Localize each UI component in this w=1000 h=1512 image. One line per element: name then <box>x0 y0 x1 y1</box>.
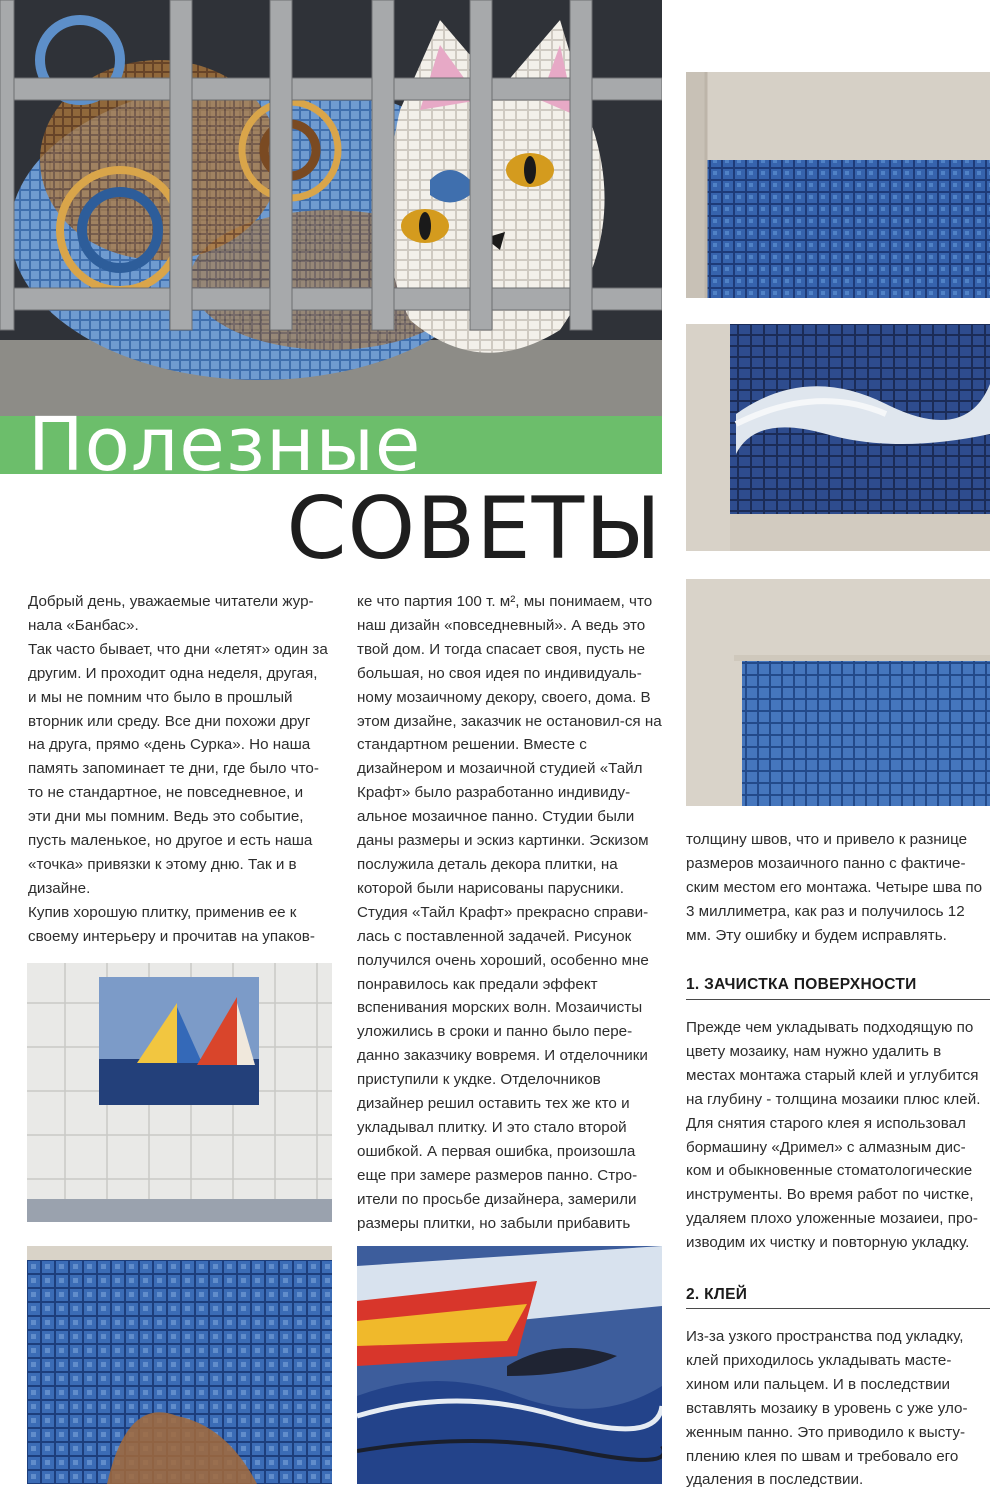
hero-photo-mosaic-cat <box>0 0 662 416</box>
article-column-3-intro <box>686 828 986 948</box>
photo-mosaic-sail-detail <box>357 1246 662 1484</box>
photo-mosaic-pixel-detail <box>27 1246 332 1484</box>
title-line-2: СОВЕТЫ <box>286 479 662 579</box>
body-paragraph: Из-за узкого пространства под укладку, клей приходилось укладывать масте-хином или пальцем. И в последствии вставлять мозаику в уровень с уже уло-женным панно. Это приводило к высту-плению клея по швам и требовало его удаления в последствии. <box>686 1328 968 1489</box>
section-1-rule <box>686 999 990 1000</box>
article-column-1 <box>28 590 328 949</box>
body-paragraph: Прежде чем укладывать подходящую по цвету мозаику, нам нужно удалить в местах монтажа старый клей и углубится на глубину - толщина мозаики плюс клей. Для снятия старого клея я использовал бормашину «Дримел» с алмазным дис-ком и обыкновенные стоматологические инструменты. Во время работ по чистке, удаляем плохо уложенные мозаиеи, про-изводим их чистку и повторную укладку. <box>686 1019 981 1252</box>
mosaic-cat-image <box>0 0 662 416</box>
photo-mosaic-edge-2 <box>686 579 990 806</box>
section-2-rule <box>686 1308 990 1309</box>
article-column-2 <box>357 590 663 1235</box>
section-2-text <box>686 1325 986 1492</box>
photo-sailboat-panel <box>27 963 332 1222</box>
photo-mosaic-edge-1 <box>686 72 990 298</box>
section-1-heading: 1. ЗАЧИСТКА ПОВЕРХНОСТИ <box>686 976 917 993</box>
body-paragraph: ке что партия 100 т. м², мы понимаем, что наш дизайн «повседневный». А ведь это твой дом. И тогда спасает своя, пусть не большая, но своя идея по индивидуаль-ному мозаичному декору, своего, дома. В этом дизайне, заказчик не остановил-ся на стандартном решении. Вместе с дизайнером и мозаичной студией «Тайл Крафт» было разработанно индивиду-альное мозаичное панно. Студии были даны размеры и эскиз картинки. Эскизом послужила деталь декора плитки, на которой были нарисованы парусники. Студия «Тайл Крафт» прекрасно справи-лась с поставленной задачей. Рисунок получился очень хороший, особенно мне понравилось как предали эффект вспенивания морских волн. Мозаичисты уложились в сроки и панно было пере-данно заказчику вовремя. И отделочники приступили к укдке. Отделочников дизайнер решил оставить тех же кто и укладывал плитку. И это стало второй ошибкой. А первая ошибка, произошла еще при замере размеров панно. Стро-ители по просьбе дизайнера, замерили размеры плитки, но забыли прибавить <box>357 593 662 1232</box>
body-paragraph: Так часто бывает, что дни «летят» один за другим. И проходит одна неделя, другая, и мы не помним что было в прошлый вторник или среду. Все дни похожи друг на друга, прямо «день Сурка». Но наша память запоминает те дни, где было что-то не стандартное, не повседневное, и эти дни мы помним. Ведь это событие, пусть маленькое, но другое и есть наша «точка» привязки к этому дню. Так и в дизайне. <box>28 640 328 897</box>
section-1-text <box>686 1016 986 1255</box>
photo-mosaic-wave <box>686 324 990 551</box>
section-2-heading: 2. КЛЕЙ <box>686 1286 748 1303</box>
intro-paragraph: Добрый день, уважаемые читатели жур-нала «Банбас». <box>28 593 314 634</box>
body-paragraph: Купив хорошую плитку, применив ее к своему интерьеру и прочитав на упаков- <box>28 903 315 945</box>
body-paragraph: толщину швов, что и привело к разнице размеров мозаичного панно с фактиче-ским местом его монтажа. Четыре шва по 3 миллиметра, как раз и получилось 12 мм. Эту ошибку и будем исправлять. <box>686 831 983 944</box>
title-line-1: Полезные <box>28 402 422 488</box>
